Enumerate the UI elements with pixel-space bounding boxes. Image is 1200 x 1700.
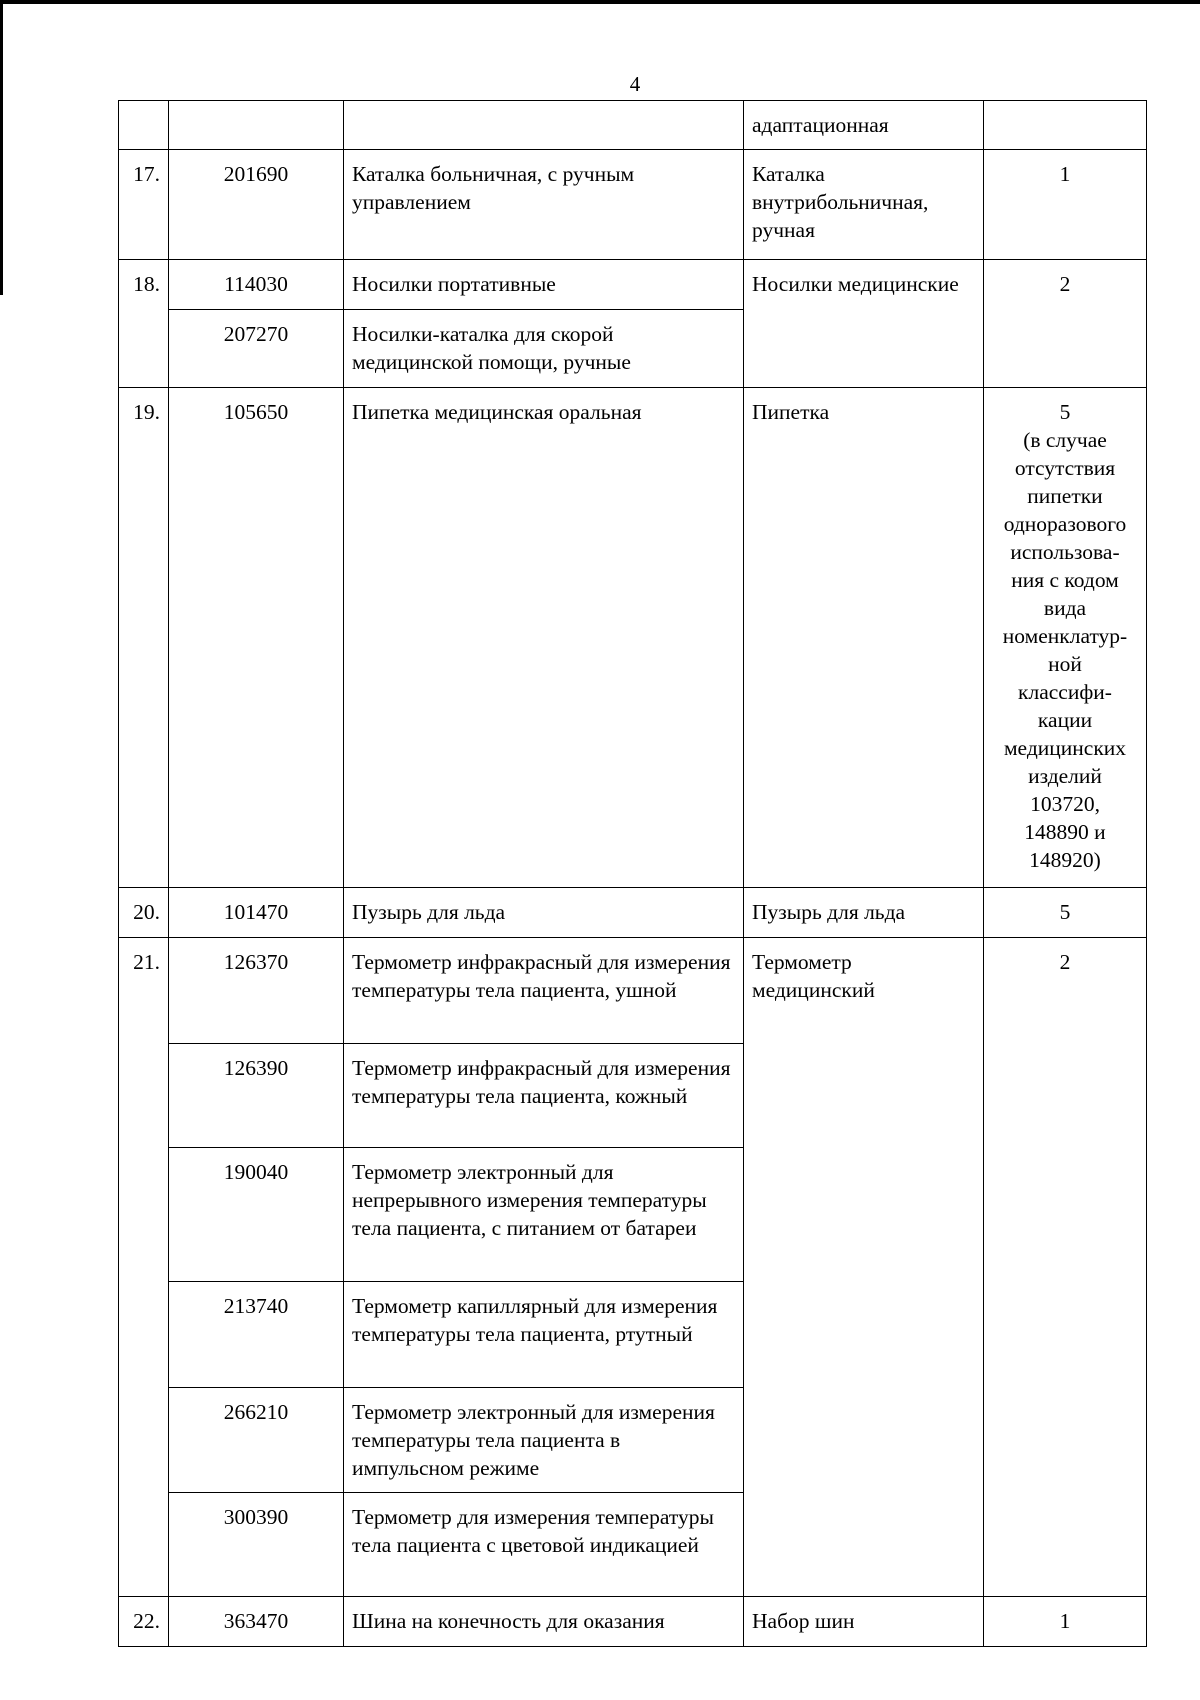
item-name: Пипетка медицинская оральная <box>344 388 744 888</box>
quantity-note-line: пипетки <box>1027 484 1103 508</box>
item-type: Набор шин <box>744 1597 984 1647</box>
item-quantity: 2 <box>984 938 1147 1597</box>
quantity-note-line: использова- <box>1010 540 1120 564</box>
quantity-note-line: одноразового <box>1003 512 1127 536</box>
item-name: Пузырь для льда <box>344 888 744 938</box>
quantity-note-line: 148890 и <box>1024 820 1106 844</box>
quantity-value: 5 <box>1059 400 1071 424</box>
item-code: 201690 <box>169 150 344 260</box>
item-type: Каталка внутрибольничная, ручная <box>744 150 984 260</box>
quantity-note-line: 148920) <box>1029 848 1101 872</box>
table-row-19 <box>119 388 1147 888</box>
item-code: 126370 <box>169 938 344 1044</box>
quantity-note-line: медицинских <box>1003 736 1127 760</box>
quantity-note-line: классифи- <box>1018 680 1112 704</box>
quantity-note <box>992 426 1138 874</box>
item-type: Носилки медицинские <box>744 260 984 388</box>
item-name: Термометр для измерения температуры тела пациента с цветовой индикацией <box>344 1493 744 1597</box>
type-cell: адаптационная <box>744 101 984 150</box>
qty-cell <box>984 101 1147 150</box>
quantity-note-line: ной <box>1048 652 1082 676</box>
item-code: 126390 <box>169 1044 344 1148</box>
item-type: Термометр медицинский <box>744 938 984 1597</box>
table-row-21 <box>119 938 1147 1044</box>
scan-edge-left <box>0 0 3 295</box>
table-row-18 <box>119 260 1147 310</box>
code-cell <box>169 101 344 150</box>
row-number: 20. <box>119 888 169 938</box>
item-quantity <box>984 388 1147 888</box>
item-code: 105650 <box>169 388 344 888</box>
quantity-note-line: отсутствия <box>1014 456 1116 480</box>
item-code: 266210 <box>169 1388 344 1493</box>
table-row-continuation <box>119 101 1147 150</box>
item-type: Пузырь для льда <box>744 888 984 938</box>
scan-edge-top <box>0 0 1200 4</box>
item-name: Термометр капиллярный для измерения температуры тела пациента, ртутный <box>344 1282 744 1388</box>
item-name: Термометр инфракрасный для измерения температуры тела пациента, ушной <box>344 938 744 1044</box>
item-code: 300390 <box>169 1493 344 1597</box>
item-code: 101470 <box>169 888 344 938</box>
quantity-note-line: (в случае <box>1023 428 1107 452</box>
item-name: Носилки портативные <box>344 260 744 310</box>
page-number: 4 <box>629 72 641 96</box>
equipment-table <box>118 100 1147 1647</box>
item-name: Носилки-каталка для скорой медицинской помощи, ручные <box>344 310 744 388</box>
row-number: 19. <box>119 388 169 888</box>
item-quantity: 5 <box>984 888 1147 938</box>
table-row-17 <box>119 150 1147 260</box>
item-code: 190040 <box>169 1148 344 1282</box>
item-name: Термометр электронный для измерения температуры тела пациента в импульсном режиме <box>344 1388 744 1493</box>
table-row-22 <box>119 1597 1147 1647</box>
quantity-note-line: вида <box>1043 596 1087 620</box>
item-type: Пипетка <box>744 388 984 888</box>
quantity-note-line: изделий <box>1028 764 1102 788</box>
item-name: Термометр инфракрасный для измерения температуры тела пациента, кожный <box>344 1044 744 1148</box>
item-code: 114030 <box>169 260 344 310</box>
item-quantity: 1 <box>984 1597 1147 1647</box>
item-code: 363470 <box>169 1597 344 1647</box>
name-cell <box>344 101 744 150</box>
item-code: 213740 <box>169 1282 344 1388</box>
item-code: 207270 <box>169 310 344 388</box>
quantity-note-line: кации <box>1037 708 1093 732</box>
quantity-note-line: номенклатур- <box>1002 624 1128 648</box>
num-cell <box>119 101 169 150</box>
quantity-note-line: 103720, <box>1030 792 1100 816</box>
item-name: Термометр электронный для непрерывного измерения температуры тела пациента, с питанием от батареи <box>344 1148 744 1282</box>
row-number: 22. <box>119 1597 169 1647</box>
item-quantity: 1 <box>984 150 1147 260</box>
item-name: Каталка больничная, с ручным управлением <box>344 150 744 260</box>
item-quantity: 2 <box>984 260 1147 388</box>
row-number: 21. <box>119 938 169 1597</box>
item-name: Шина на конечность для оказания <box>344 1597 744 1647</box>
table-row-20 <box>119 888 1147 938</box>
quantity-note-line: ния с кодом <box>1011 568 1119 592</box>
row-number: 17. <box>119 150 169 260</box>
row-number: 18. <box>119 260 169 388</box>
